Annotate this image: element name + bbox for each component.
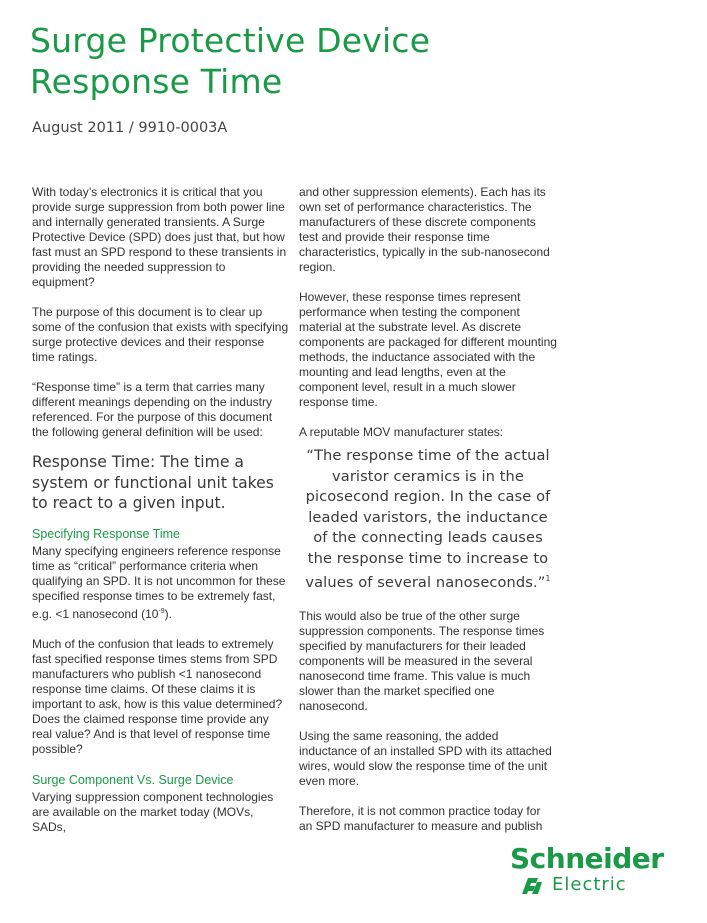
paragraph: This would also be true of the other surge suppression components. The response times specified by manufacturers for their leaded components will be measured in the several nanosecond time frame. This value is much slower than the market specified one nanosecond. — [299, 609, 545, 714]
title-line-1: Surge Protective Device — [30, 21, 431, 60]
definition-callout: Response Time: The time a system or functional unit takes to react to a given input. — [32, 453, 274, 512]
logo-wordmark: Schneider — [510, 842, 664, 875]
paragraph: A reputable MOV manufacturer states: — [299, 425, 504, 439]
paragraph: Much of the confusion that leads to extremely fast specified response times stems from SPD manufacturers who publish <1 nanosecond response time claims. Of these claims it is important to ask, how is this value determined? Does the claimed response time provide any real value? And is that level of response time possible? — [32, 636, 283, 756]
footnote-marker: 1 — [545, 574, 551, 583]
paragraph: However, these response times represent performance when testing the component material at the substrate level. As discrete components are packaged for different mounting methods, the inductance associated with the mounting and lead lengths, even at the component level, result in a much slower response time. — [299, 290, 557, 409]
quote-text: “The response time of the actual varistor ceramics is in the picosecond region. In the case of leaded varistors, the inductance of the connecting leads causes the response time to increase to values of several nanoseconds.” — [305, 447, 551, 591]
date-line: August 2011 / 9910-0003A — [32, 120, 228, 136]
section-heading: Specifying Response Time — [32, 526, 180, 541]
schneider-electric-logo — [510, 842, 690, 902]
paragraph: Therefore, it is not common practice today for an SPD manufacturer to measure and publish — [299, 804, 543, 834]
title-line-2: Response Time — [30, 62, 283, 101]
section-heading: Surge Component Vs. Surge Device — [32, 772, 234, 787]
paragraph-text: Many specifying engineers reference response time as “critical” performance criteria when qualifying an SPD. It is not uncommon for these specified response times to be extremely fast, e.g. <1 nanosecond (10 — [32, 543, 286, 621]
paragraph: and other suppression elements). Each has its own set of performance characteristics. The manufacturers of these discrete components test and provide their response time characteristics, typically in the sub-nanosecond region. — [299, 185, 550, 274]
paragraph: With today’s electronics it is critical that you provide surge suppression from both power line and internally generated transients. A Surge Protective Device (SPD) does just that, but how fast must an SPD respond to these transients in providing the needed suppression to equipment? — [32, 185, 287, 289]
paragraph — [32, 544, 290, 622]
pull-quote — [299, 446, 557, 593]
logo-mark-icon — [518, 874, 546, 898]
left-column — [32, 185, 290, 850]
paragraph-end: ). — [164, 606, 173, 621]
paragraph: The purpose of this document is to clear up some of the confusion that exists with specifying surge protective devices and their response time ratings. — [32, 305, 289, 364]
page-title — [30, 20, 430, 102]
right-column — [299, 185, 557, 849]
superscript: -9 — [158, 607, 165, 615]
paragraph: Using the same reasoning, the added inductance of an installed SPD with its attached wires, would slow the response time of the unit even more. — [299, 729, 552, 789]
paragraph: “Response time” is a term that carries many different meanings depending on the industry referenced. For the purpose of this document the following general definition will be used: — [32, 380, 273, 439]
logo-subword: Electric — [552, 874, 627, 895]
paragraph: Varying suppression component technologies are available on the market today (MOVs, SADs, — [32, 789, 274, 834]
